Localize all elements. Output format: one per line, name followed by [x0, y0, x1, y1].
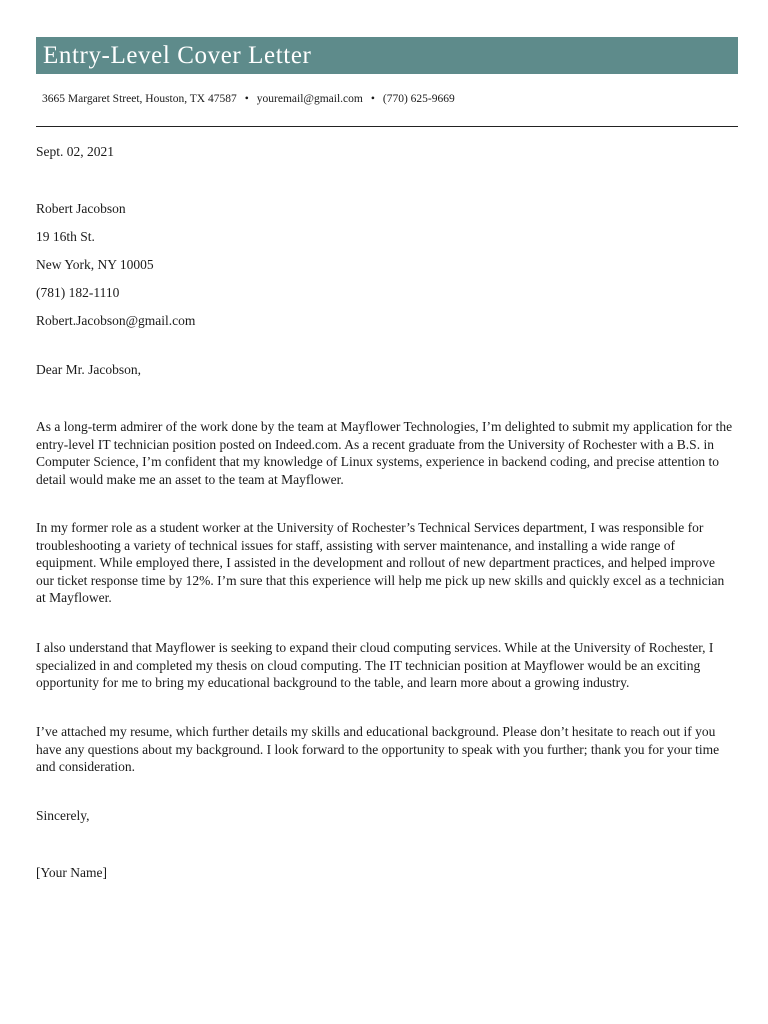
recipient-street: 19 16th St. [36, 229, 95, 244]
recipient-phone: (781) 182-1110 [36, 285, 120, 300]
signature: [Your Name] [36, 865, 107, 880]
letter-date: Sept. 02, 2021 [36, 144, 115, 159]
closing: Sincerely, [36, 808, 90, 823]
recipient-name: Robert Jacobson [36, 201, 126, 216]
body-paragraph-3: I also understand that Mayflower is seeking to expand their cloud computing services. While at the University of Rochester, I specialized in and completed my thesis on cloud computing. The IT technician position at Mayflower would be an exciting opportunity for me to bring my educational background to the table, and learn more about a growing industry. [36, 640, 714, 691]
title-banner [36, 37, 738, 74]
body-paragraph-2: In my former role as a student worker at the University of Rochester’s Technical Services department, I was responsible for troubleshooting a variety of technical issues for staff, assisting with server maintenance, and installing a wide range of equipment. While employed there, I assisted in the development and rollout of new department practices, and helped improve our ticket response time by 12%. I’m sure that this experience will help me pick up new skills and quickly excel as a technician at Mayflower. [36, 520, 725, 606]
sender-phone: (770) 625-9669 [382, 93, 455, 105]
header-divider [36, 126, 738, 127]
separator-bullet: • [244, 93, 249, 105]
recipient-email: Robert.Jacobson@gmail.com [36, 313, 196, 328]
sender-email: youremail@gmail.com [256, 93, 363, 105]
separator-bullet: • [370, 93, 375, 105]
sender-address: 3665 Margaret Street, Houston, TX 47587 [42, 93, 237, 105]
recipient-city: New York, NY 10005 [36, 257, 154, 272]
contact-line [42, 93, 455, 105]
page-title: Entry-Level Cover Letter [43, 41, 312, 69]
salutation: Dear Mr. Jacobson, [36, 362, 141, 377]
body-paragraph-1: As a long-term admirer of the work done by the team at Mayflower Technologies, I’m delighted to submit my application for the entry-level IT technician position posted on Indeed.com. As a recent graduate from the University of Rochester with a B.S. in Computer Science, I’m confident that my knowledge of Linux systems, experience in backend coding, and precise attention to detail would make me an asset to the team at Mayflower. [36, 419, 733, 487]
body-paragraph-4: I’ve attached my resume, which further details my skills and educational background. Please don’t hesitate to reach out if you have any questions about my background. I look forward to the opportunity to speak with you further; thank you for your time and consideration. [36, 724, 720, 775]
